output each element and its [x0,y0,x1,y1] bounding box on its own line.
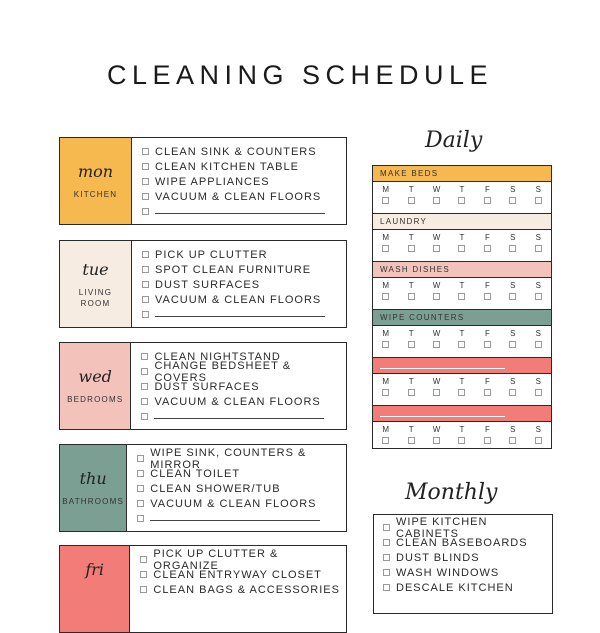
task-label: DUST SURFACES [155,278,261,291]
weekday-column [373,278,398,309]
checkbox[interactable] [142,193,149,200]
checkbox[interactable] [509,197,516,204]
checkbox[interactable] [383,524,390,531]
weekday-column [373,374,398,405]
checkbox[interactable] [140,556,147,563]
daily-check-row [373,374,551,406]
checkbox[interactable] [141,353,148,360]
task-item[interactable] [142,174,325,189]
weekday-letter: M [382,377,390,386]
day-name: fri [85,560,105,579]
day-label-block [60,343,131,429]
weekday-letter: S [510,425,516,434]
weekday-letter: T [408,281,414,290]
weekday-letter: M [382,233,390,242]
task-item[interactable] [137,496,346,511]
day-room: LIVING ROOM [78,287,113,308]
checkbox[interactable] [408,293,415,300]
day-label-block [60,138,132,224]
weekday-letter: M [382,281,390,290]
task-label: VACUUM & CLEAN FLOORS [155,190,322,203]
checkbox[interactable] [383,554,390,561]
weekday-letter: S [535,377,541,386]
checkbox[interactable] [484,197,491,204]
checkbox[interactable] [509,245,516,252]
day-name: mon [77,162,114,181]
weekday-letter: W [432,329,441,338]
checkbox[interactable] [383,539,390,546]
task-list [131,343,346,429]
daily-row-header [373,406,551,422]
weekday-letter: S [510,329,516,338]
weekday-letter: T [408,185,414,194]
checkbox[interactable] [458,341,465,348]
checkbox[interactable] [408,389,415,396]
checkbox[interactable] [535,437,542,444]
task-list [132,138,325,224]
checkbox[interactable] [142,281,149,288]
daily-check-row [373,278,551,310]
checkbox[interactable] [509,437,516,444]
daily-row-header [373,358,551,374]
daily-check-row [373,326,551,358]
weekday-column [449,326,474,357]
task-list [130,546,346,632]
weekday-letter: S [535,233,541,242]
weekday-letter: S [535,329,541,338]
task-label: VACUUM & CLEAN FLOORS [150,497,317,510]
checkbox[interactable] [535,341,542,348]
weekday-letter: S [535,425,541,434]
weekday-letter: T [459,185,465,194]
weekday-column [475,422,500,449]
weekday-column [500,422,525,449]
checkbox[interactable] [137,470,144,477]
weekday-letter: W [432,377,441,386]
checkbox[interactable] [484,437,491,444]
checkbox[interactable] [382,437,389,444]
task-label: CLEAN ENTRYWAY CLOSET [153,568,322,581]
task-label: WIPE KITCHEN CABINETS [396,515,488,540]
weekday-letter: T [459,329,465,338]
weekday-letter: F [484,377,490,386]
day-room: KITCHEN [73,190,118,199]
weekday-column [449,278,474,309]
weekday-column [526,182,551,213]
task-item-blank[interactable] [142,204,325,219]
weekday-letter: T [408,329,414,338]
monthly-task[interactable] [383,550,552,565]
task-list [132,241,325,327]
checkbox[interactable] [535,245,542,252]
checkbox[interactable] [142,148,149,155]
checkbox[interactable] [382,389,389,396]
day-card-thu [59,444,347,532]
day-card-mon [59,137,347,225]
weekday-column [526,374,551,405]
task-label: VACUUM & CLEAN FLOORS [155,293,322,306]
weekday-letter: M [382,329,390,338]
checkbox[interactable] [142,311,149,318]
task-item[interactable] [142,189,325,204]
daily-row-header [373,262,551,278]
day-name: tue [82,259,109,279]
checkbox[interactable] [484,293,491,300]
checkbox[interactable] [408,197,415,204]
weekday-column [475,230,500,261]
weekday-column [424,230,449,261]
task-label: CLEAN KITCHEN TABLE [155,160,299,173]
checkbox[interactable] [142,251,149,258]
weekday-column [398,374,423,405]
task-item[interactable] [141,394,346,409]
checkbox[interactable] [142,266,149,273]
weekday-letter: M [382,425,390,434]
daily-row-header [373,214,551,230]
task-item[interactable] [142,247,325,262]
task-label: WASH WINDOWS [396,566,500,579]
checkbox[interactable] [458,197,465,204]
daily-check-row [373,230,551,262]
weekday-letter: W [432,185,441,194]
weekday-letter: S [510,281,516,290]
checkbox[interactable] [484,245,491,252]
blank-write-line[interactable] [155,213,325,214]
day-label-block [60,445,127,531]
checkbox[interactable] [141,368,148,375]
task-label: PICK UP CLUTTER [155,248,268,261]
day-card-tue [59,240,347,328]
weekday-column [398,230,423,261]
weekday-column [500,326,525,357]
weekday-column [475,182,500,213]
weekday-letter: T [459,377,465,386]
checkbox[interactable] [433,293,440,300]
checkbox[interactable] [140,586,147,593]
weekday-column [373,422,398,449]
checkbox[interactable] [137,455,144,462]
checkbox[interactable] [433,341,440,348]
checkbox[interactable] [408,437,415,444]
weekday-letter: T [459,425,465,434]
daily-row-label: WIPE COUNTERS [380,313,465,322]
weekday-column [398,278,423,309]
weekday-column [424,278,449,309]
weekday-column [424,182,449,213]
checkbox[interactable] [433,197,440,204]
weekday-letter: W [432,281,441,290]
day-card-fri [59,545,347,633]
checkbox[interactable] [458,293,465,300]
task-item-blank[interactable] [142,307,325,322]
task-list [127,445,346,531]
checkbox[interactable] [141,398,148,405]
task-label: CLEAN BASEBOARDS [396,536,528,549]
weekday-letter: F [484,233,490,242]
weekday-letter: T [408,377,414,386]
weekday-letter: S [510,377,516,386]
checkbox[interactable] [141,383,148,390]
weekday-column [500,278,525,309]
checkbox[interactable] [433,437,440,444]
checkbox[interactable] [408,341,415,348]
task-item[interactable] [137,446,346,471]
day-label-block [60,241,132,327]
task-label: CLEAN TOILET [150,467,241,480]
daily-row-label: WASH DISHES [380,265,451,274]
checkbox[interactable] [408,245,415,252]
checkbox[interactable] [142,296,149,303]
task-label: VACUUM & CLEAN FLOORS [154,395,321,408]
weekday-column [398,422,423,449]
blank-write-line[interactable] [150,520,320,521]
weekday-column [500,182,525,213]
weekday-letter: S [535,281,541,290]
weekday-column [475,278,500,309]
weekday-letter: F [484,185,490,194]
monthly-task[interactable] [383,515,552,540]
task-label: CHANGE BEDSHEET & COVERS [154,359,292,384]
weekday-column [398,182,423,213]
checkbox[interactable] [142,208,149,215]
checkbox[interactable] [535,389,542,396]
task-item[interactable] [140,547,346,572]
checkbox[interactable] [383,584,390,591]
task-label: SPOT CLEAN FURNITURE [155,263,312,276]
daily-heading: Daily [425,128,483,153]
task-label: CLEAN SHOWER/TUB [150,482,281,495]
checkbox[interactable] [433,245,440,252]
weekday-letter: S [510,233,516,242]
task-label: WIPE SINK, COUNTERS & MIRROR [150,446,307,471]
weekday-column [526,422,551,449]
task-item[interactable] [141,359,346,384]
task-label: DUST BLINDS [396,551,480,564]
checkbox[interactable] [484,389,491,396]
weekday-letter: F [484,281,490,290]
day-label-block [60,546,130,632]
blank-write-line[interactable] [155,316,325,317]
weekday-column [424,422,449,449]
weekday-column [526,278,551,309]
checkbox[interactable] [382,293,389,300]
monthly-list [373,514,553,614]
weekday-letter: S [510,185,516,194]
daily-row-label[interactable] [380,368,505,369]
weekday-letter: T [408,425,414,434]
day-name: thu [79,469,107,488]
task-label: CLEAN SINK & COUNTERS [155,145,317,158]
weekday-column [449,230,474,261]
daily-check-row [373,422,551,449]
checkbox[interactable] [535,197,542,204]
checkbox[interactable] [458,389,465,396]
checkbox[interactable] [458,437,465,444]
weekday-letter: F [484,425,490,434]
checkbox[interactable] [509,293,516,300]
daily-row-label[interactable] [380,416,505,417]
weekday-column [475,374,500,405]
checkbox[interactable] [433,389,440,396]
daily-row-label: LAUNDRY [380,217,428,226]
task-item-blank[interactable] [141,409,346,424]
task-item[interactable] [142,159,325,174]
weekday-column [449,374,474,405]
task-label: PICK UP CLUTTER & ORGANIZE [153,547,279,572]
blank-write-line[interactable] [154,418,324,419]
checkbox[interactable] [535,293,542,300]
checkbox[interactable] [142,178,149,185]
weekday-letter: T [408,233,414,242]
checkbox[interactable] [142,163,149,170]
checkbox[interactable] [383,569,390,576]
task-label: WIPE APPLIANCES [155,175,270,188]
task-label: DESCALE KITCHEN [396,581,514,594]
task-label: CLEAN NIGHTSTAND [154,350,281,363]
weekday-column [373,326,398,357]
weekday-letter: W [432,425,441,434]
page-title: CLEANING SCHEDULE [106,60,494,90]
weekday-column [449,182,474,213]
checkbox[interactable] [137,500,144,507]
monthly-task[interactable] [383,580,552,595]
task-item[interactable] [142,262,325,277]
monthly-task[interactable] [383,565,552,580]
weekday-letter: T [459,281,465,290]
weekday-letter: M [382,185,390,194]
weekday-column [500,374,525,405]
task-item[interactable] [137,481,346,496]
weekday-column [424,374,449,405]
checkbox[interactable] [382,197,389,204]
day-room: BATHROOMS [62,497,124,506]
weekday-letter: W [432,233,441,242]
weekday-letter: T [459,233,465,242]
monthly-heading: Monthly [405,480,498,505]
task-label: DUST SURFACES [154,380,260,393]
weekday-column [526,230,551,261]
task-item[interactable] [142,144,325,159]
daily-row-header [373,310,551,326]
weekday-column [500,230,525,261]
checkbox[interactable] [140,571,147,578]
checkbox[interactable] [141,413,148,420]
weekday-column [373,182,398,213]
weekday-letter: S [535,185,541,194]
task-item-blank[interactable] [137,511,346,526]
weekday-column [373,230,398,261]
daily-table [372,165,552,449]
day-card-wed [59,342,347,430]
task-item[interactable] [142,292,325,307]
checkbox[interactable] [484,341,491,348]
checkbox[interactable] [509,389,516,396]
weekday-column [449,422,474,449]
weekday-letter: F [484,329,490,338]
day-name: wed [78,367,112,386]
daily-row-label: MAKE BEDS [380,169,439,178]
weekday-column [475,326,500,357]
weekday-column [526,326,551,357]
monthly-task[interactable] [383,535,552,550]
task-label: CLEAN BAGS & ACCESSORIES [153,583,340,596]
checkbox[interactable] [137,515,144,522]
day-room: BEDROOMS [67,395,124,404]
checkbox[interactable] [509,341,516,348]
checkbox[interactable] [382,245,389,252]
checkbox[interactable] [458,245,465,252]
task-item[interactable] [140,567,346,582]
daily-check-row [373,182,551,214]
weekday-column [398,326,423,357]
checkbox[interactable] [137,485,144,492]
task-item[interactable] [142,277,325,292]
weekday-column [424,326,449,357]
daily-row-header [373,166,551,182]
task-item[interactable] [140,582,346,597]
checkbox[interactable] [382,341,389,348]
